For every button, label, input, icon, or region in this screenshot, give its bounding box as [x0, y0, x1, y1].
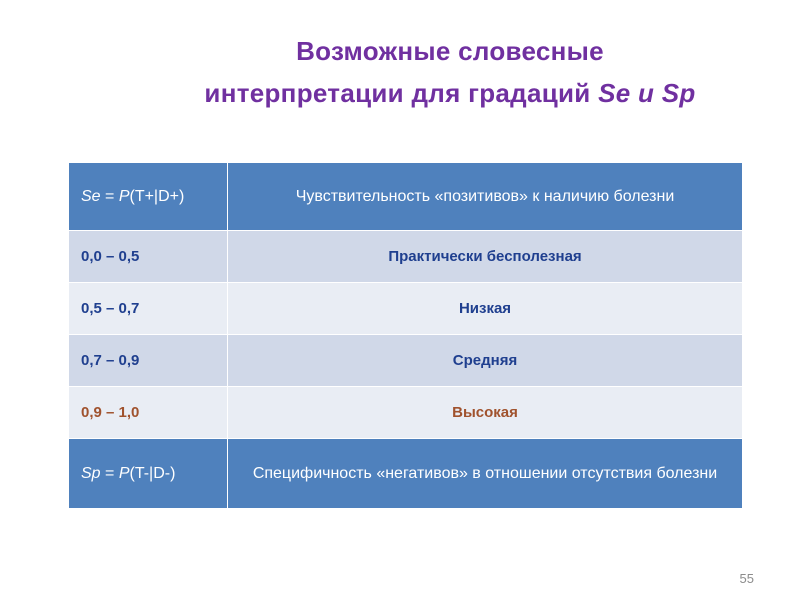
- table-row: [69, 387, 743, 439]
- table-row: [69, 231, 743, 283]
- page-number: 55: [739, 571, 754, 586]
- title-sp: Sp: [661, 78, 696, 108]
- label-cell: Высокая: [228, 387, 743, 439]
- label-cell: Низкая: [228, 283, 743, 335]
- range-cell: 0,5 – 0,7: [69, 283, 228, 335]
- sp-symbol: Sp: [81, 464, 101, 482]
- sp-p: P: [118, 464, 130, 482]
- sp-header-row: [69, 439, 743, 509]
- title-line-1: Возможные словесные: [296, 36, 604, 66]
- se-symbol: Se: [81, 187, 101, 205]
- title-se: Se: [598, 78, 631, 108]
- label-cell: Практически бесполезная: [228, 231, 743, 283]
- label-cell: Средняя: [228, 335, 743, 387]
- sp-expr: (T-|D-): [129, 464, 176, 482]
- se-eq: =: [100, 187, 119, 205]
- sp-formula-cell: [69, 439, 228, 509]
- title-line-2: [100, 72, 800, 114]
- se-header-row: [69, 163, 743, 231]
- range-cell: 0,7 – 0,9: [69, 335, 228, 387]
- table-row: [69, 283, 743, 335]
- range-cell: 0,9 – 1,0: [69, 387, 228, 439]
- se-description-cell: Чувствительность «позитивов» к наличию болезни: [228, 163, 743, 231]
- sp-eq: =: [100, 464, 119, 482]
- se-p: P: [118, 187, 130, 205]
- table-row: [69, 335, 743, 387]
- gradation-table: [68, 162, 743, 509]
- slide-title: [100, 30, 800, 114]
- title-and: и: [630, 78, 662, 108]
- se-formula-cell: [69, 163, 228, 231]
- title-line-2-prefix: интерпретации для градаций: [204, 78, 599, 108]
- se-expr: (T+|D+): [129, 187, 185, 205]
- range-cell: 0,0 – 0,5: [69, 231, 228, 283]
- sp-description-cell: Специфичность «негативов» в отношении отсутствия болезни: [228, 439, 743, 509]
